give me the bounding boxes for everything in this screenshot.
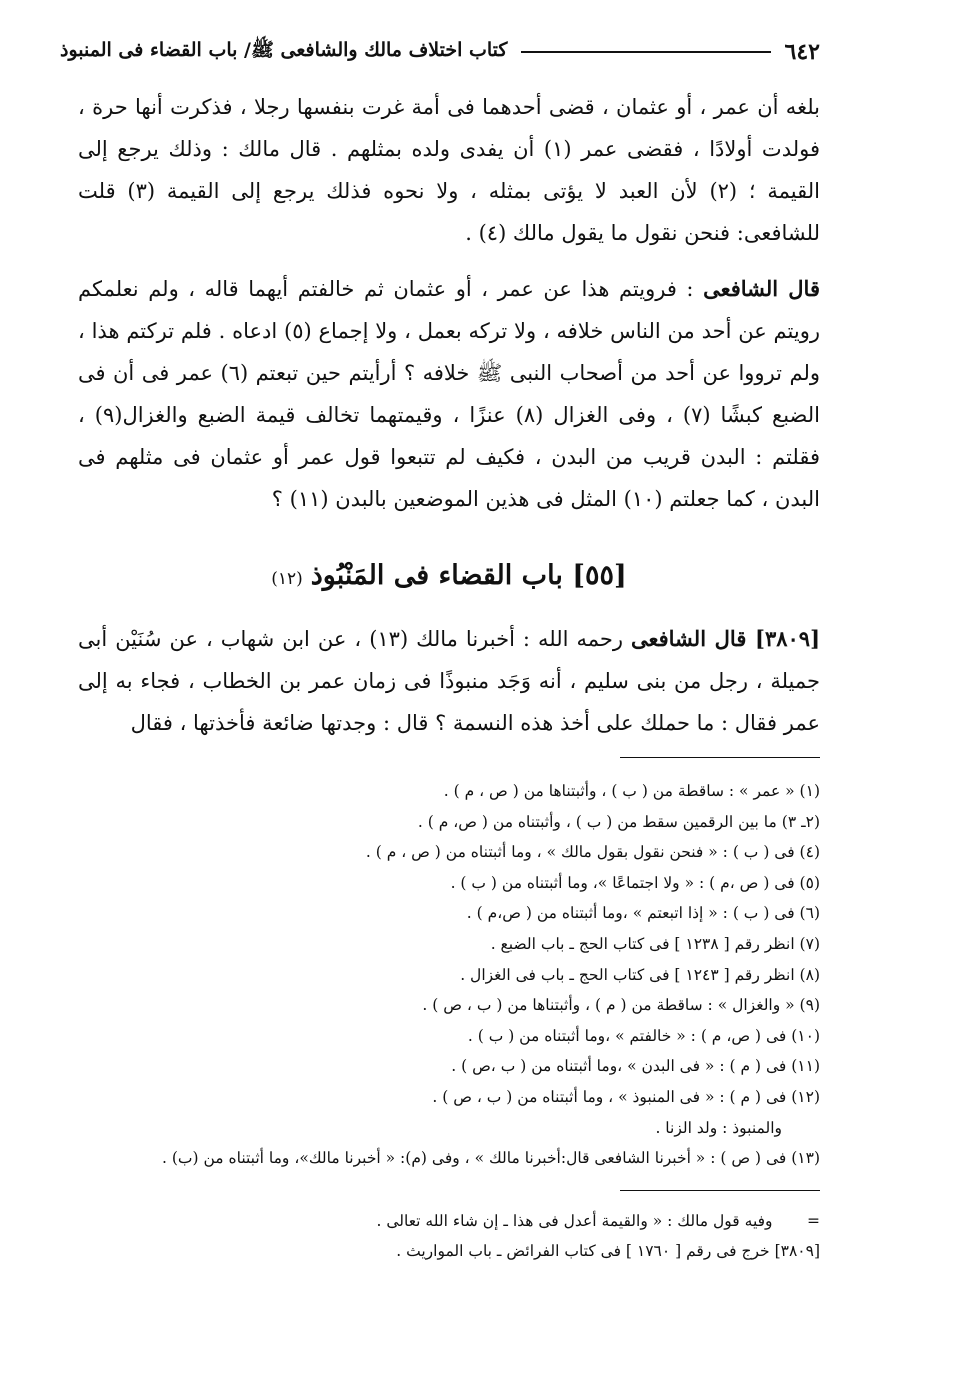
footnote-12-continued: والمنبوذ : ولد الزنا . [655, 1118, 782, 1137]
endnote-continuation: = وفيه قول مالك : « والقيمة أعدل فى هذا ـ إن شاء الله تعالى . [376, 1212, 820, 1230]
footnote-9: (٩) « والغزال » : ساقطة من ( م ) ، وأثبتناها من ( ب ، ص ) . [422, 996, 820, 1015]
footnote-7: (٧) انظر رقم [ ١٢٣٨ ] فى كتاب الحج ـ باب الضبع . [490, 934, 820, 953]
paragraph-3 [78, 618, 820, 744]
footnotes [78, 776, 820, 1174]
section-heading-footnote-ref: (١٢) [271, 569, 303, 589]
paragraph-3-text: رحمه الله : أخبرنا مالك (١٣) ، عن ابن شهاب ، عن سُنَيْن أبى جميلة ، رجل من بنى سليم ، أنه وَجَد منبوذًا فى زمان عمر بن الخطاب ، فجاء به إلى عمر فقال : ما حملك على أخذ هذه النسمة ؟ قال : وجدتها ضائعة فأخذتها ، فقال [78, 627, 820, 735]
paragraph-2 [78, 268, 820, 520]
endnote-separator [620, 1190, 820, 1191]
page-header [60, 36, 820, 68]
footnote-1: (١) « عمر » : ساقطة من ( ب ) ، وأثبتناها من ( ص ، م ) . [443, 782, 820, 800]
section-heading [78, 560, 820, 591]
footnote-6: (٦) فى ( ب ) : « إذا اتبعتم » ،وما أثبتناه من ( ص،م ) . [466, 904, 820, 923]
section-heading-text: [٥٥] باب القضاء فى المَنْبُوذ [310, 560, 627, 591]
footnote-5: (٥) فى ( ص ،م ) : « ولا اجتماعًا »، وما أثبتناه من ( ب ) . [450, 873, 820, 892]
page-number: ٦٤٢ [784, 39, 820, 65]
footnote-4: (٤) فى ( ب ) : « فنحن نقول بقول مالك » ، وما أثبتناه من ( ص ، م ) . [365, 843, 820, 862]
footnote-12: (١٢) فى ( م ) : « فى المنبوذ » ، وما أثبتناه من ( ب ، ص ) . [432, 1087, 820, 1106]
running-title: كتاب اختلاف مالك والشافعى ﷺ/ باب القضاء فى المنبوذ [60, 39, 508, 61]
footnote-2-3: (٢ـ ٣) ما بين الرقمين سقط من ( ب ) ، وأثبتناه من ( ص، م ) . [417, 812, 820, 831]
endnotes [78, 1206, 820, 1266]
paragraph-3-lead: [٣٨٠٩] قال الشافعى [630, 626, 821, 651]
footnote-13: (١٣) فى ( ص ) : « أخبرنا الشافعى قال:أخبرنا مالك » ، وفى (م): « أخبرنا مالك»، وما أثبتناه من (ب) . [161, 1149, 820, 1168]
footnote-10: (١٠) فى ( ص، م ) : « خالفتم » ،وما أثبتناه من ( ب ) . [467, 1026, 820, 1045]
header-rule [521, 51, 770, 53]
paragraph-1: بلغه أن عمر ، أو عثمان ، قضى أحدهما فى أمة غرت بنفسها رجلا ، فذكرت أنها حرة ، فولدت أولادًا ، فقضى عمر (١) أن يفدى ولده بمثلهم . قال مالك : وذلك يرجع إلى القيمة ؛ (٢) لأن العبد لا يؤتى بمثله ، ولا نحوه فذلك يرجع إلى القيمة (٣) قلت للشافعى: فنحن نقول ما يقول مالك (٤) . [78, 95, 820, 245]
footnote-8: (٨) انظر رقم [ ١٢٤٣ ] فى كتاب الحج ـ باب فى الغزال . [460, 965, 820, 984]
footnote-separator [620, 757, 820, 758]
paragraph-2-lead: قال الشافعى [703, 276, 820, 301]
paragraph-2-text: : فرويتم هذا عن عمر ، أو عثمان ثم خالفتم أيهما قاله ، ولم نعلمكم رويتم عن أحد من الناس خلافه ، ولا تركه بعمل ، ولا إجماع (٥) ادعاه . فلم تركتم هذا ، ولم ترووا عن أحد من أصحاب النبى ﷺ خلافه ؟ أرأيتم حين تبعتم (٦) عمر فى أن فى الضبع كبشًا (٧) ، وفى الغزال (٨) عنزًا ، وقيمتهما تخالف قيمة الضبع والغزال(٩) ، فقلتم : البدن قريب من البدن ، فكيف لم تتبعوا قول عمر أو عثمان فى مثلهم فى البدن ، كما جعلتم (١٠) المثل فى هذين الموضعين بالبدن (١١) ؟ [78, 277, 820, 511]
endnote-3809: [٣٨٠٩] خرج فى رقم [ ١٧٦٠ ] فى كتاب الفرائض ـ باب المواريث . [396, 1242, 820, 1260]
footnote-11: (١١) فى ( م ) : « فى البدن » ،وما أثبتناه من ( ب ،ص ) . [451, 1057, 820, 1076]
